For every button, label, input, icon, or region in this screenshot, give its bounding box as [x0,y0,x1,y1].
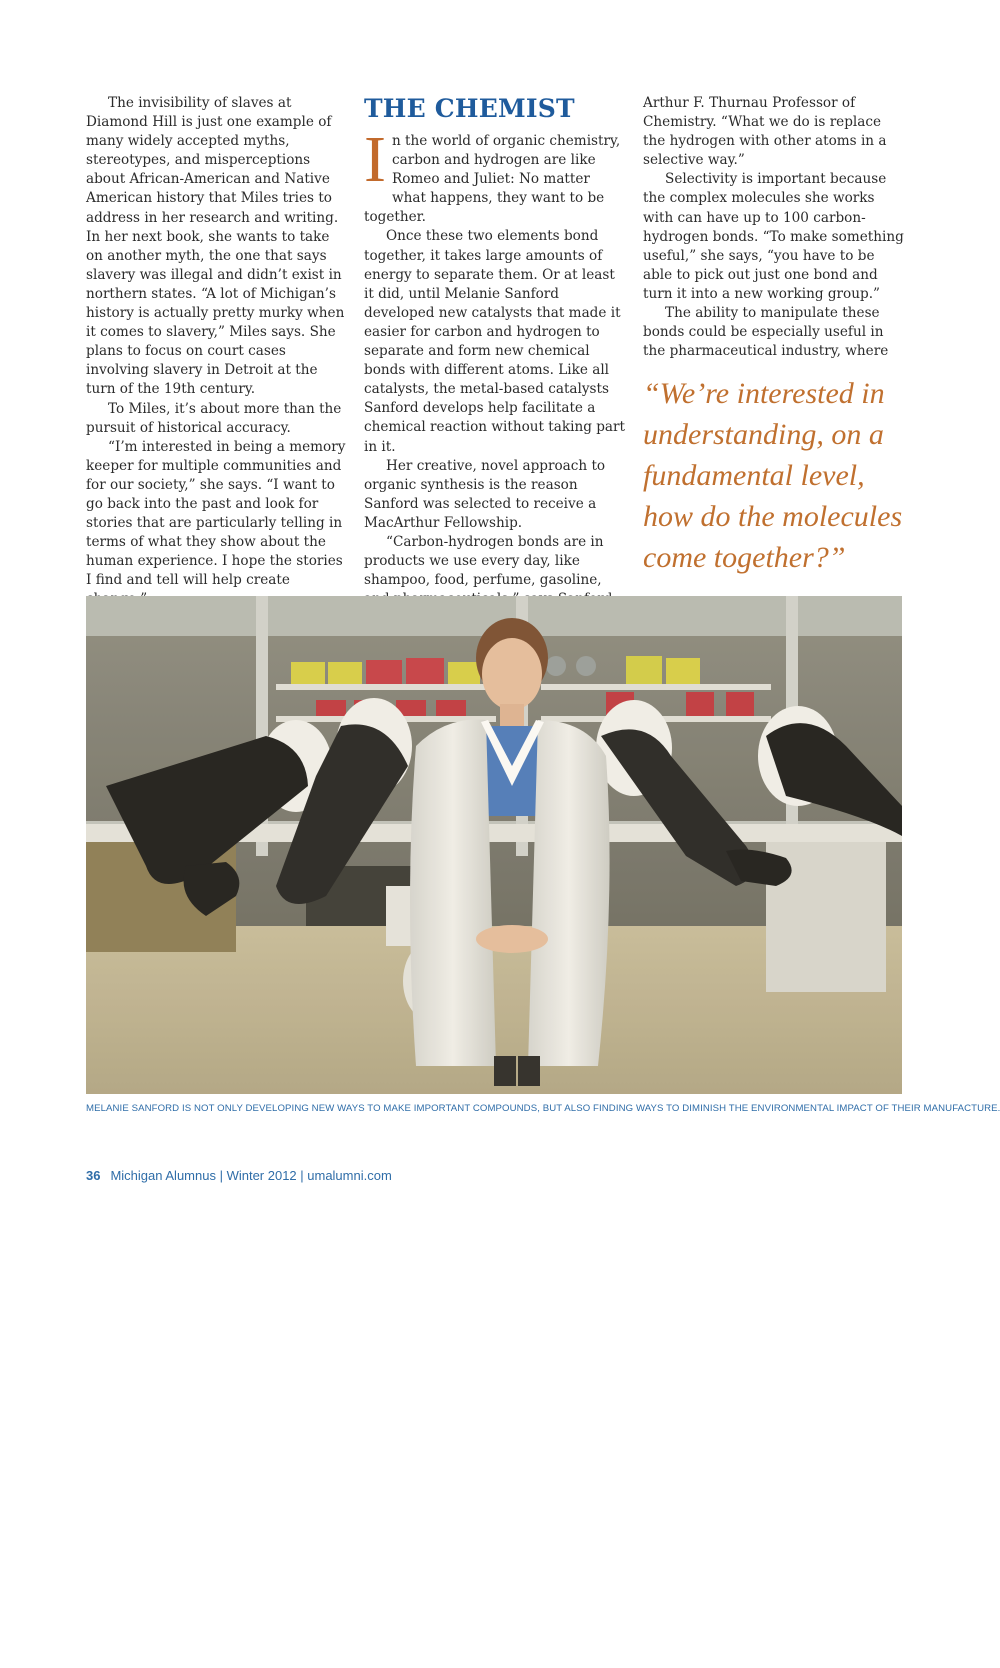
body-paragraph-continued: Arthur F. Thurnau Professor of Chemistry. “What we do is replace the hydrogen with other atoms in a selective way.” [643,95,887,169]
drop-cap: I [364,123,386,196]
page-number: 36 [86,1168,101,1183]
article-column-2 [364,94,626,628]
body-paragraph: The ability to manipulate these bonds could be especially useful in the pharmaceutical industry, where [643,305,889,360]
body-paragraph: The invisibility of slaves at Diamond Hill is just one example of many widely accepted myths, stereotypes, and misperceptions about African-American and Native American history that Miles tries to address in her research and writing. In her next book, she wants to take on another myth, the one that says slavery was illegal and didn’t exist in northern states. “A lot of Michigan’s history is actually pretty murky when it comes to slavery,” Miles says. She plans to focus on court cases involving slavery in Detroit at the turn of the 19th century. [86,95,345,398]
opening-paragraph [364,123,626,227]
article-column-1 [86,94,348,610]
page-footer [86,1168,392,1183]
lab-photo-illustration [86,596,902,1094]
body-paragraph: Once these two elements bond together, it takes large amounts of energy to separate them. Or at least it did, until Melanie Sanford developed new catalysts that made it easier for carbon and hydrogen to separate and form new chemical bonds with different atoms. Like all catalysts, the metal-based catalysts Sanford develops help facilitate a chemical reaction without taking part in it. [364,228,625,455]
article-column-3 [643,94,905,578]
body-paragraph: “I’m interested in being a memory keeper for multiple communities and for our society,” she says. “I want to go back into the past and look for stories that are particularly telling in terms of what they show about the human experience. I hope the stories I find and tell will help create [86,438,346,589]
publication-info: Michigan Alumnus | Winter 2012 | umalumni.com [110,1168,392,1183]
section-title: THE CHEMIST [364,94,575,123]
pull-quote: “We’re interested in understanding, on a fundamental level, how do the molecules come together?” [643,377,903,575]
body-paragraph: Selectivity is important because the complex molecules she works with can have up to 100 carbon-hydrogen bonds. “To make something useful,” she says, “you have to be able to pick out just one bond and turn it into a new working group.” [643,171,904,302]
body-paragraph: “Carbon-hydrogen bonds are in products we use every day, like shampoo, food, perfume, gasoline, [364,533,604,589]
photo-caption: MELANIE SANFORD IS NOT ONLY DEVELOPING NEW WAYS TO MAKE IMPORTANT COMPOUNDS, BUT ALSO FINDING WAYS TO DIMINISH THE ENVIRONMENTAL IMPACT OF THEIR MANUFACTURE. [86,1103,1000,1114]
photo-credit: LON HORWEDEL [966,1617,984,1668]
opening-paragraph-text: n the world of organic chemistry, carbon and hydrogen are like Romeo and Juliet: No matter what happens, they want to be together. [364,133,621,226]
body-paragraph: To Miles, it’s about more than the pursuit of historical accuracy. [86,400,342,436]
body-paragraph: Her creative, novel approach to organic synthesis is the reason Sanford was selected to receive a MacArthur Fellowship. [364,457,606,531]
